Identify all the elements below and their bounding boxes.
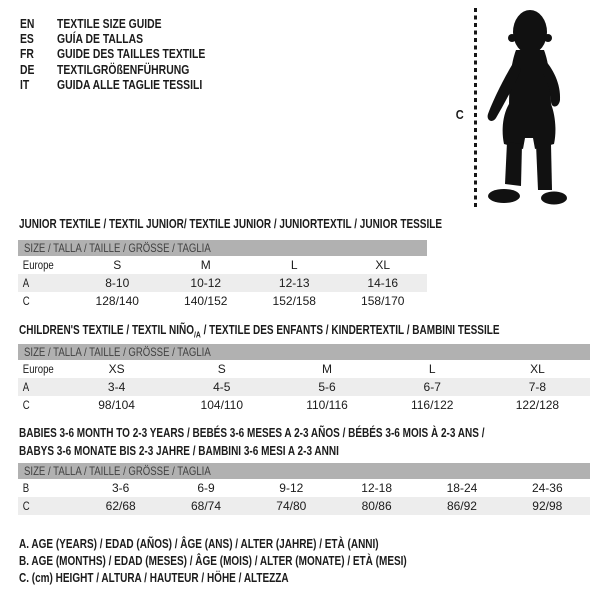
row-label: A [22, 380, 30, 394]
cell: 122/128 [515, 398, 560, 412]
cell: 62/68 [105, 499, 136, 513]
children-size-table [18, 344, 590, 414]
cell: 86/92 [446, 499, 477, 513]
cell: 4-5 [213, 380, 231, 394]
cell: S [217, 362, 226, 376]
lang-row-de [20, 62, 242, 77]
lang-text-en: TEXTILE SIZE GUIDE [57, 16, 162, 32]
lang-code-de: DE [20, 61, 35, 77]
height-c-label: C [455, 107, 464, 122]
cell: XL [375, 258, 391, 272]
junior-table-title: JUNIOR TEXTILE / TEXTIL JUNIOR/ TEXTILE JUNIOR / JUNIORTEXTIL / JUNIOR TESSILE [19, 217, 443, 231]
table-row-c [18, 292, 427, 310]
cell: 92/98 [532, 499, 563, 513]
cell: 5-6 [318, 380, 336, 394]
cell: M [322, 362, 332, 376]
cell: 128/140 [95, 294, 139, 308]
baby-silhouette-image [483, 8, 575, 208]
row-label: C [22, 294, 30, 308]
cell: L [290, 258, 298, 272]
footnote-b: B. AGE (MONTHS) / EDAD (MESES) / ÂGE (MOIS) / ALTER (MONATE) / ETÀ (MESI) [19, 554, 407, 569]
row-label: Europe [22, 258, 54, 272]
row-label: Europe [22, 362, 54, 376]
row-label: B [22, 481, 30, 495]
table-row-a [18, 378, 590, 396]
size-header-bar [18, 463, 590, 479]
cell: 12-13 [278, 276, 310, 290]
table-row-a [18, 274, 427, 292]
cell: 140/152 [184, 294, 228, 308]
cell: 110/116 [306, 398, 348, 412]
cell: 104/110 [200, 398, 244, 412]
lang-code-en: EN [20, 16, 35, 32]
babies-table-title: BABIES 3-6 MONTH TO 2-3 YEARS / BEBÉS 3-6 MESES A 2-3 AÑOS / BÉBÉS 3-6 MOIS À 2-3 ANS / BABYS 3-6 MONATE BIS 2-3 JAHRE / BAMBINI 3-6 MESI A 2-3 ANNI [19, 426, 485, 459]
cell: 3-4 [107, 380, 126, 394]
size-header-bar [18, 344, 590, 360]
language-header [20, 16, 242, 92]
table-row-c [18, 497, 590, 515]
cell: 7-8 [528, 380, 547, 394]
lang-code-fr: FR [20, 46, 34, 62]
cell: 6-7 [423, 380, 441, 394]
babies-size-table [18, 463, 590, 515]
lang-text-de: TEXTILGRÖßENFÜHRUNG [57, 61, 190, 77]
size-header-label: SIZE / TALLA / TAILLE / GRÖSSE / TAGLIA [24, 464, 211, 478]
lang-row-fr [20, 46, 242, 61]
cell: 158/170 [361, 294, 405, 308]
table-row-c [18, 396, 590, 414]
cell: 24-36 [531, 481, 563, 495]
lang-text-it: GUIDA ALLE TAGLIE TESSILI [57, 76, 203, 92]
cell: 12-18 [361, 481, 392, 495]
cell: 68/74 [190, 499, 221, 513]
cell: XS [108, 362, 125, 376]
children-table-title: CHILDREN'S TEXTILE / TEXTIL $NIÑO_{/A}$ / TEXTILE DES ENFANTS / KINDERTEXTIL / BAMBINI TESSILE [19, 323, 500, 340]
cell: M [200, 258, 211, 272]
cell: 3-6 [111, 481, 130, 495]
table-row-europe [18, 256, 427, 274]
cell: 74/80 [276, 499, 307, 513]
lang-code-it: IT [20, 76, 30, 92]
junior-size-table [18, 240, 427, 310]
footnote-c: C. (cm) HEIGHT / ALTURA / HAUTEUR / HÖHE / ALTEZZA [19, 570, 289, 585]
height-dashed-line [474, 8, 477, 207]
lang-code-es: ES [20, 31, 34, 47]
cell: 6-9 [197, 481, 215, 495]
size-header-label: SIZE / TALLA / TAILLE / GRÖSSE / TAGLIA [24, 241, 211, 255]
table-row-b [18, 479, 590, 497]
size-header-bar [18, 240, 427, 256]
lang-text-fr: GUIDE DES TAILLES TEXTILE [57, 46, 206, 62]
cell: L [428, 362, 436, 376]
cell: 9-12 [279, 481, 304, 495]
cell: 80/86 [361, 499, 392, 513]
cell: 98/104 [98, 398, 135, 412]
row-label: C [22, 398, 30, 412]
lang-row-it [20, 77, 242, 92]
cell: 116/122 [410, 398, 454, 412]
footnote-a: A. AGE (YEARS) / EDAD (AÑOS) / ÂGE (ANS) / ALTER (JAHRE) / ETÀ (ANNI) [19, 537, 379, 552]
cell: XL [530, 362, 545, 376]
size-header-label: SIZE / TALLA / TAILLE / GRÖSSE / TAGLIA [24, 345, 211, 359]
cell: 10-12 [190, 276, 222, 290]
lang-row-en [20, 16, 242, 31]
cell: 18-24 [446, 481, 478, 495]
row-label: A [22, 276, 30, 290]
cell: 8-10 [105, 276, 130, 290]
cell: 14-16 [367, 276, 399, 290]
footnotes [19, 536, 504, 586]
cell: 152/158 [272, 294, 316, 308]
row-label: C [22, 499, 30, 513]
cell: S [113, 258, 122, 272]
table-row-europe [18, 360, 590, 378]
lang-text-es: GUÍA DE TALLAS [57, 31, 144, 47]
lang-row-es [20, 31, 242, 46]
